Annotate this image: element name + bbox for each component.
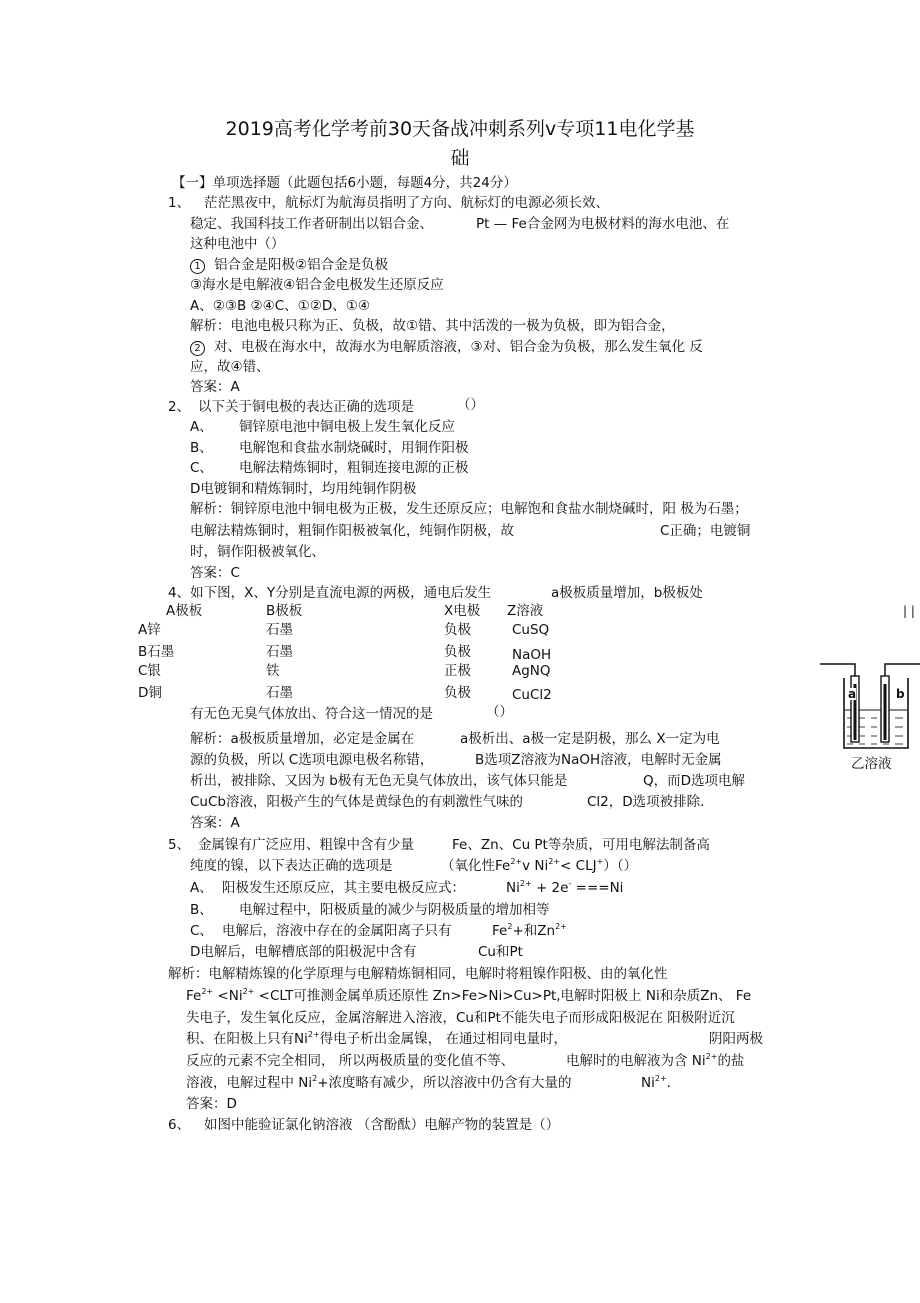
q5-number: 5、	[168, 837, 191, 853]
q5-answer: 答案：D	[186, 1096, 237, 1112]
q5-analysis-line5: 反应的元素不完全相同， 所以两极质量的变化值不等、	[186, 1053, 515, 1069]
figure-mark: | |	[903, 604, 915, 618]
table-cell: 铁	[266, 663, 280, 679]
q2-analysis-line2-cont: C正确；电镀铜	[660, 523, 751, 539]
q2-option-c: 电解法精炼铜时，粗铜连接电源的正极	[239, 460, 469, 476]
q5-option-c: 电解后，溶液中存在的金属阳离子只有	[222, 923, 452, 939]
q1-analysis-line1: 解析：电池电极只称为正、负极，故①错、其中活泼的一极为负极，即为铝合金，	[190, 318, 675, 334]
q4-stem-cont: a极板质量增加，b极板处	[551, 585, 703, 601]
q5-analysis-line4: 积、在阳极上只有$Ni^{2+}$得电子析出金属镍， 在通过相同电量时，	[186, 1030, 567, 1047]
table-cell: CuCl2	[512, 687, 552, 703]
q5-analysis-line4-cont: 阴阳两极	[709, 1031, 763, 1047]
table-cell: NaOH	[512, 647, 552, 663]
q1-analysis-line3: 应，故④错、	[190, 359, 270, 375]
q1-stem-line3: 这种电池中（）	[190, 236, 285, 252]
q1-statement-2: ③海水是电解液④铝合金电极发生还原反应	[190, 277, 444, 293]
table-cell: B石墨	[138, 644, 175, 660]
q1-stem-line2: 稳定、我国科技工作者研制出以铝合金、	[190, 216, 433, 232]
q5-analysis-line6-cont: $Ni^{2+}$.	[641, 1074, 671, 1091]
circled-number: 2	[190, 341, 205, 356]
q2-option-c-label: C、	[190, 460, 213, 476]
table-cell: D铜	[138, 685, 162, 701]
table-cell: 石墨	[266, 622, 293, 638]
q5-analysis-line1: 解析：电解精炼镍的化学原理与电解精炼铜相同，电解时将粗镍作阳极、由的氧化性	[168, 966, 668, 982]
q5-analysis-line5-cont: 电解时的电解液为含 $Ni^{2+}$的盐	[566, 1052, 745, 1069]
q1-analysis-line2: 2 对、电极在海水中，故海水为电解质溶液，③对、铝合金为负极，那么发生氧化 反	[190, 338, 703, 356]
table-cell: CuSQ	[512, 622, 550, 638]
electrode-b-label: b	[896, 687, 905, 701]
page-title-continued: 础	[450, 147, 470, 169]
electrolysis-cell-figure	[815, 600, 920, 780]
q2-number: 2、	[168, 399, 191, 415]
q4-analysis-line3: 析出，被排除、又因为 b极有无色无臭气体放出，该气体只能是	[190, 773, 568, 789]
q2-stem: 以下关于铜电极的表达正确的选项是	[198, 399, 414, 415]
q5-analysis-line3: 失电子，发生氧化反应，金属溶解进入溶液，Cu和Pt不能失电子而形成阳极泥在 阳极附近沉	[186, 1010, 735, 1026]
table-cell: 负极	[444, 644, 471, 660]
table-cell: 负极	[444, 622, 471, 638]
q4-analysis-line2-cont: B选项Z溶液为NaOH溶液，电解时无金属	[475, 752, 722, 768]
q5-analysis-line6: 溶液，电解过程中 $Ni^2+$浓度略有减少，所以溶液中仍含有大量的	[186, 1074, 572, 1091]
q2-analysis-line1: 解析：铜锌原电池中铜电极为正极，发生还原反应；电解饱和食盐水制烧碱时，阳 极为石墨；	[190, 501, 748, 517]
table-cell: 负极	[444, 685, 471, 701]
q4-paren: （）	[486, 704, 513, 720]
table-cell: C银	[138, 663, 161, 679]
q1-stem-line2-cont: Pt — Fe合金网为电极材料的海水电池、在	[476, 216, 730, 232]
q4-stem: 4、如下图，X、Y分别是直流电源的两极，通电后发生	[168, 585, 492, 601]
q2-option-d: D电镀铜和精炼铜时，均用纯铜作阴极	[190, 481, 417, 497]
q5-option-d: D电解后，电解槽底部的阳极泥中含有	[190, 944, 417, 960]
q5-option-a: 阳极发生还原反应，其主要电极反应式：	[222, 880, 465, 896]
table-header-b-plate: B极板	[266, 603, 303, 619]
q1-stem-line1: 茫茫黑夜中，航标灯为航海员指明了方向、航标灯的电源必须长效、	[204, 195, 609, 211]
q5-option-a-equation: $Ni^{2+} + 2e^- ===Ni$	[506, 879, 624, 896]
q2-option-b: 电解饱和食盐水制烧碱时，用铜作阳极	[239, 440, 469, 456]
section-header: 【一】单项选择题（此题包括6小题，每题4分，共24分）	[172, 175, 517, 191]
q1-answer: 答案：A	[190, 379, 240, 395]
circled-number: 1	[190, 259, 205, 274]
table-cell: A锌	[138, 622, 161, 638]
q2-analysis-line3: 时，铜作阳极被氧化、	[190, 544, 325, 560]
table-cell: 正极	[444, 663, 471, 679]
table-cell: 石墨	[266, 644, 293, 660]
q6-number: 6、	[168, 1117, 191, 1133]
q1-number: 1、	[168, 195, 191, 211]
q5-stem-line2: 纯度的镍，以下表达正确的选项是	[190, 858, 393, 874]
q5-stem-line1: 金属镍有广泛应用、粗镍中含有少量	[198, 837, 414, 853]
page-title: 2019高考化学考前30天备战冲刺系列ⅴ专项11电化学基	[225, 118, 695, 140]
q4-analysis-line1: 解析：a极板质量增加，必定是金属在	[190, 731, 415, 747]
table-cell: AgNQ	[512, 663, 551, 679]
q4-analysis-line2: 源的负极，所以 C选项电源电极名称错，	[190, 752, 434, 768]
q4-analysis-line3-cont: Q，而D选项电解	[643, 773, 746, 789]
q6-stem: 如图中能验证氯化钠溶液 （含酚酞）电解产物的装置是（）	[204, 1117, 560, 1133]
q4-analysis-line1-cont: a极析出、a极一定是阴极，那么 X一定为电	[460, 731, 720, 747]
table-cell: 石墨	[266, 685, 293, 701]
q2-option-a: 铜锌原电池中铜电极上发生氧化反应	[239, 419, 455, 435]
table-header-x-electrode: X电极	[444, 603, 481, 619]
q4-analysis-line4: CuCb溶液，阳极产生的气体是黄绿色的有刺激性气味的	[190, 794, 523, 810]
q5-analysis-line2: $Fe^{2+} <Ni^{2+} <CLT$可推测金属单质还原性 Zn>Fe>Ni>Cu>Pt,电解时阳极上 Ni和杂质Zn、 Fe	[186, 987, 752, 1004]
q2-analysis-line2: 电解法精炼铜时，粗铜作阳极被氧化，纯铜作阴极，故	[190, 523, 514, 539]
q1-statement-1: 1 铝合金是阳极②铝合金是负极	[190, 256, 388, 274]
electrode-a-label: a	[848, 687, 857, 701]
q2-paren: （）	[457, 397, 484, 413]
q5-option-b-label: B、	[190, 902, 213, 918]
table-header-a-plate: A极板	[166, 603, 203, 619]
q5-option-c-label: C、	[190, 923, 213, 939]
q2-option-a-label: A、	[190, 419, 213, 435]
q2-answer: 答案：C	[190, 565, 240, 581]
q2-option-b-label: B、	[190, 440, 213, 456]
q4-stem-end: 有无色无臭气体放出、符合这一情况的是	[190, 706, 433, 722]
q5-option-b: 电解过程中，阳极质量的减少与阴极质量的增加相等	[239, 902, 550, 918]
solution-label: 乙溶液	[851, 756, 892, 772]
q5-stem-line1-cont: Fe、Zn、Cu Pt等杂质，可用电解法制备高	[452, 837, 710, 853]
table-header-z-solution: Z溶液	[507, 603, 544, 619]
q5-stem-line2-cont: （氧化性$Fe^{2+}v$ $Ni^{2+}< CLJ^+)()$	[441, 857, 638, 874]
q5-option-a-label: A、	[190, 880, 213, 896]
q5-option-d-cont: Cu和Pt	[478, 944, 523, 960]
q4-answer: 答案：A	[190, 815, 240, 831]
q5-option-c-ions: $Fe^2+$和$Zn^{2+}$	[492, 922, 567, 939]
q1-options: A、②③B ②④C、①②D、①④	[190, 298, 370, 314]
q4-analysis-line4-cont: Cl2，D选项被排除.	[587, 794, 705, 810]
